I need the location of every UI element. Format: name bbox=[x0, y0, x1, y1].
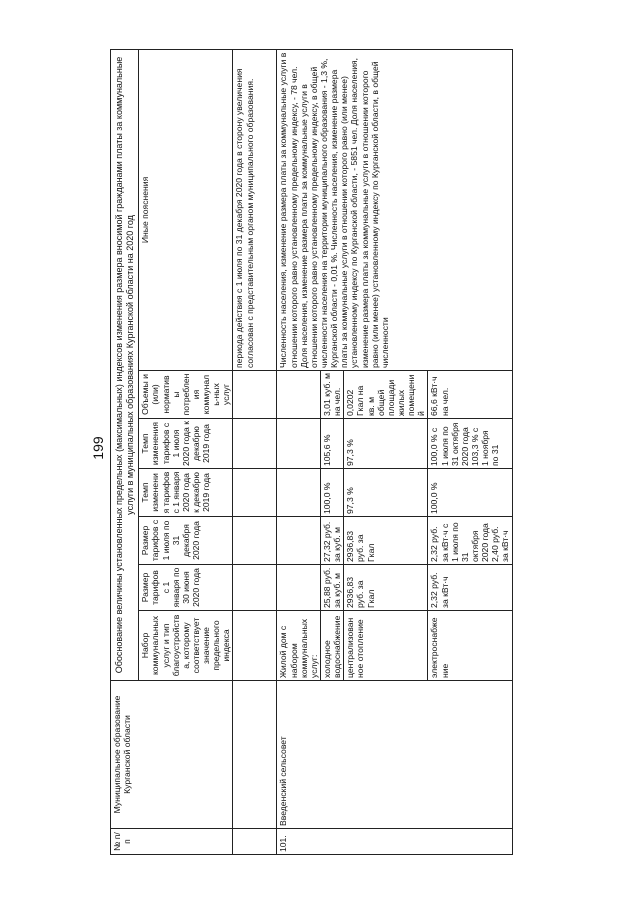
cell-empty bbox=[233, 565, 277, 611]
cell-empty bbox=[277, 565, 321, 611]
cell-municipality: Введенский сельсовет bbox=[277, 681, 512, 829]
cell-empty bbox=[233, 469, 277, 517]
cell-num: 101. bbox=[277, 829, 512, 855]
header-municipality: Муниципальное образование Курганской области bbox=[111, 681, 233, 829]
cell-rate1: 2,32 руб. за кВт·ч bbox=[428, 565, 512, 611]
cell-tempo1: 97,3 % bbox=[344, 469, 428, 517]
cell-empty bbox=[233, 517, 277, 565]
indices-table bbox=[110, 49, 513, 855]
header-tempo1: Темп изменения тарифов с 1 января 2020 года к декабрю 2019 года bbox=[139, 469, 233, 517]
cell-empty bbox=[277, 371, 321, 419]
cell-rate2: 2,32 руб. за кВт·ч с 1 июля по 31 октября 2020 года 2,40 руб. за кВт·ч bbox=[428, 517, 512, 565]
header-rate2: Размер тарифов с 1 июля по 31 декабря 2020 года bbox=[139, 517, 233, 565]
header-set: Набор коммунальных услуг и тип благоустройства, которому соответствует значение предельного индекса bbox=[139, 611, 233, 681]
cell-tempo2: 105,6 % bbox=[321, 419, 344, 469]
cell-empty bbox=[277, 517, 321, 565]
cell-notes: Численность населения, изменение размера платы за коммунальные услуги в отношении которого равно установленному предельному индексу, - 78 чел. Доля населения, изменение размера платы за коммунальные услуги в отношении которого равно установленному предельному индексу, в общей численности населения на территории муниципального образования - 1,3 %, Курганской области - 0,01 %. Численность населения, изменение размера платы за коммунальные услуги в отношении которого равно (или менее) установленному индексу по Курганской области, - 5851 чел. Доля населения, изменение размера платы за коммунальные услуги в отношении которого равно (или менее) установленному индексу по Курганской области, в общей численности bbox=[277, 49, 512, 370]
cell-empty bbox=[277, 469, 321, 517]
header-notes: Иные пояснения bbox=[139, 49, 233, 370]
cell-house: Жилой дом с набором коммунальных услуг: bbox=[277, 611, 321, 681]
cell-empty bbox=[277, 419, 321, 469]
table-row bbox=[277, 49, 321, 854]
cell-volume: 66,6 кВт·ч на чел. bbox=[428, 371, 512, 419]
header-num: № п/п bbox=[111, 829, 233, 855]
page-number: 199 bbox=[90, 436, 106, 460]
cell-tempo2: 97,3 % bbox=[344, 419, 428, 469]
cell-volume: 0,0202 Гкал на кв. м общей площади жилых помещений bbox=[344, 371, 428, 419]
cell-empty bbox=[233, 681, 277, 829]
cell-empty bbox=[233, 419, 277, 469]
cell-empty bbox=[233, 371, 277, 419]
cell-service-name: централизованное отопление bbox=[344, 611, 428, 681]
cell-notes-continued: периода действия с 1 июля по 31 декабря 2020 года в сторону увеличения согласован с представительным органом муниципального образования. bbox=[233, 49, 277, 370]
header-justification-title: Обоснование величины установленных предельных (максимальных) индексов изменения размера вносимой гражданами платы за коммунальные услуги в муниципальных образованиях Курганской области на 2020 год bbox=[111, 49, 139, 680]
cell-rate2: 2936,83 руб. за Гкал bbox=[344, 517, 428, 565]
rotated-table-container bbox=[110, 50, 620, 855]
cell-rate1: 2936,83 руб. за Гкал bbox=[344, 565, 428, 611]
cell-service-name: холодное водоснабжение bbox=[321, 611, 344, 681]
table-row-continued bbox=[233, 49, 277, 854]
cell-rate1: 25,88 руб. за куб. м bbox=[321, 565, 344, 611]
cell-rate2: 27,32 руб. за куб. м bbox=[321, 517, 344, 565]
cell-tempo2: 100,0 % с 1 июля по 31 октября 2020 года 103,3 % с 1 ноября по 31 bbox=[428, 419, 512, 469]
header-tempo2: Темп изменения тарифов с 1 июля 2020 года к декабрю 2019 года bbox=[139, 419, 233, 469]
header-volume: Объемы и (или) нормативы потребления коммуналь-ных услуг bbox=[139, 371, 233, 419]
cell-service-name: электроснабжение bbox=[428, 611, 512, 681]
cell-tempo1: 100,0 % bbox=[321, 469, 344, 517]
cell-empty bbox=[233, 829, 277, 855]
header-rate1: Размер тарифов с 1 января по 30 июня 2020 года bbox=[139, 565, 233, 611]
cell-tempo1: 100,0 % bbox=[428, 469, 512, 517]
cell-volume: 3,01 куб. м на чел. bbox=[321, 371, 344, 419]
cell-empty bbox=[233, 611, 277, 681]
